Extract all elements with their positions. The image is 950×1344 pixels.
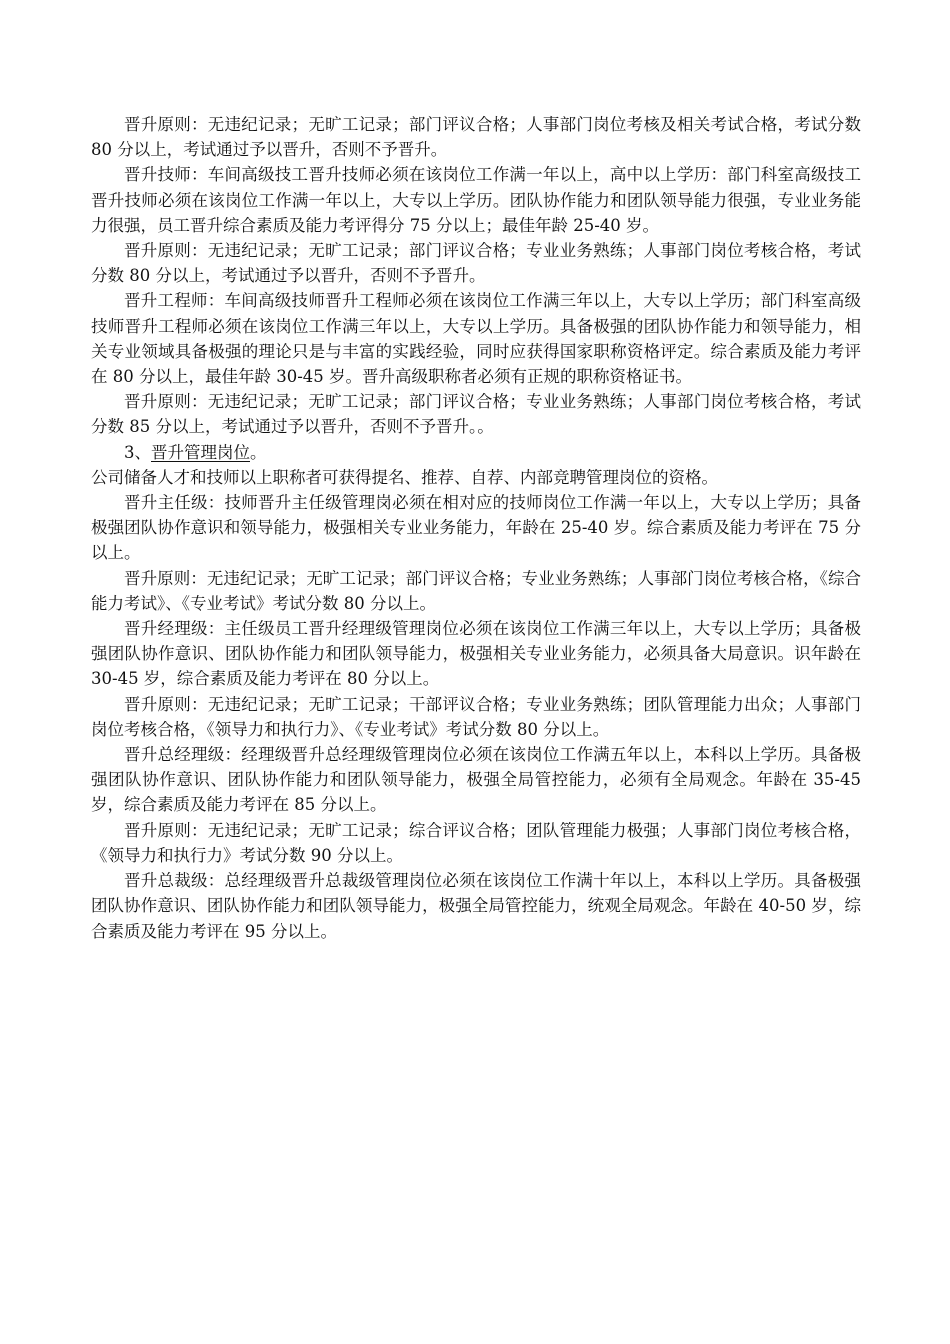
section-number: 3、 <box>124 442 151 462</box>
section-intro: 公司储备人才和技师以上职称者可获得提名、推荐、自荐、内部竞聘管理岗位的资格。 <box>91 467 718 487</box>
paragraph: 晋升原则：无违纪记录；无旷工记录；综合评议合格；团队管理能力极强；人事部门岗位考核合格，《领导力和执行力》考试分数 90 分以上。 <box>91 820 861 865</box>
document-body <box>91 112 861 944</box>
paragraph: 晋升原则：无违纪记录；无旷工记录；部门评议合格；专业业务熟练；人事部门岗位考核合格，考试分数 85 分以上，考试通过予以晋升，否则不予晋升。。 <box>91 392 861 437</box>
paragraph: 晋升总裁级：总经理级晋升总裁级管理岗位必须在该岗位工作满十年以上，本科以上学历。具备极强团队协作意识、团队协作能力和团队领导能力，极强全局管控能力，统观全局观念。年龄在 40-50 岁，综合素质及能力考评在 95 分以上。 <box>91 871 861 941</box>
section-title: 晋升管理岗位 <box>151 442 250 462</box>
paragraph: 晋升总经理级：经理级晋升总经理级管理岗位必须在该岗位工作满五年以上，本科以上学历。具备极强团队协作意识、团队协作能力和团队领导能力，极强全局管控能力，必须有全局观念。年龄在 35-45 岁，综合素质及能力考评在 85 分以上。 <box>91 745 861 815</box>
section-heading <box>91 440 861 465</box>
paragraph: 晋升经理级：主任级员工晋升经理级管理岗位必须在该岗位工作满三年以上，大专以上学历；具备极强团队协作意识、团队协作能力和团队领导能力，极强相关专业业务能力，必须具备大局意识。识年龄在 30-45 岁，综合素质及能力考评在 80 分以上。 <box>91 619 861 689</box>
paragraph: 晋升原则：无违纪记录；无旷工记录；部门评议合格；人事部门岗位考核及相关考试合格，考试分数 80 分以上，考试通过予以晋升，否则不予晋升。 <box>91 115 861 160</box>
section-title-suffix: 。 <box>250 442 267 462</box>
paragraph: 晋升原则：无违纪记录；无旷工记录；部门评议合格；专业业务熟练；人事部门岗位考核合格，考试分数 80 分以上，考试通过予以晋升，否则不予晋升。 <box>91 241 861 286</box>
paragraph: 晋升原则：无违纪记录；无旷工记录；干部评议合格；专业业务熟练；团队管理能力出众；人事部门岗位考核合格，《领导力和执行力》、《专业考试》考试分数 80 分以上。 <box>91 694 861 739</box>
paragraph: 晋升工程师：车间高级技师晋升工程师必须在该岗位工作满三年以上，大专以上学历；部门科室高级技师晋升工程师必须在该岗位工作满三年以上，大专以上学历。具备极强的团队协作能力和领导能力，相关专业领域具备极强的理论只是与丰富的实践经验，同时应获得国家职称资格评定。综合素质及能力考评在 80 分以上，最佳年龄 30-45 岁。晋升高级职称者必须有正规的职称资格证书。 <box>91 291 861 387</box>
paragraph: 晋升技师：车间高级技工晋升技师必须在该岗位工作满一年以上，高中以上学历：部门科室高级技工晋升技师必须在该岗位工作满一年以上，大专以上学历。团队协作能力和团队领导能力很强，专业业务能力很强，员工晋升综合素质及能力考评得分 75 分以上；最佳年龄 25-40 岁。 <box>91 165 861 235</box>
paragraph: 晋升原则：无违纪记录；无旷工记录；部门评议合格；专业业务熟练；人事部门岗位考核合格，《综合能力考试》、《专业考试》考试分数 80 分以上。 <box>91 568 861 613</box>
paragraph: 晋升主任级：技师晋升主任级管理岗必须在相对应的技师岗位工作满一年以上，大专以上学历；具备极强团队协作意识和领导能力，极强相关专业业务能力，年龄在 25-40 岁。综合素质及能力考评在 75 分以上。 <box>91 493 861 563</box>
